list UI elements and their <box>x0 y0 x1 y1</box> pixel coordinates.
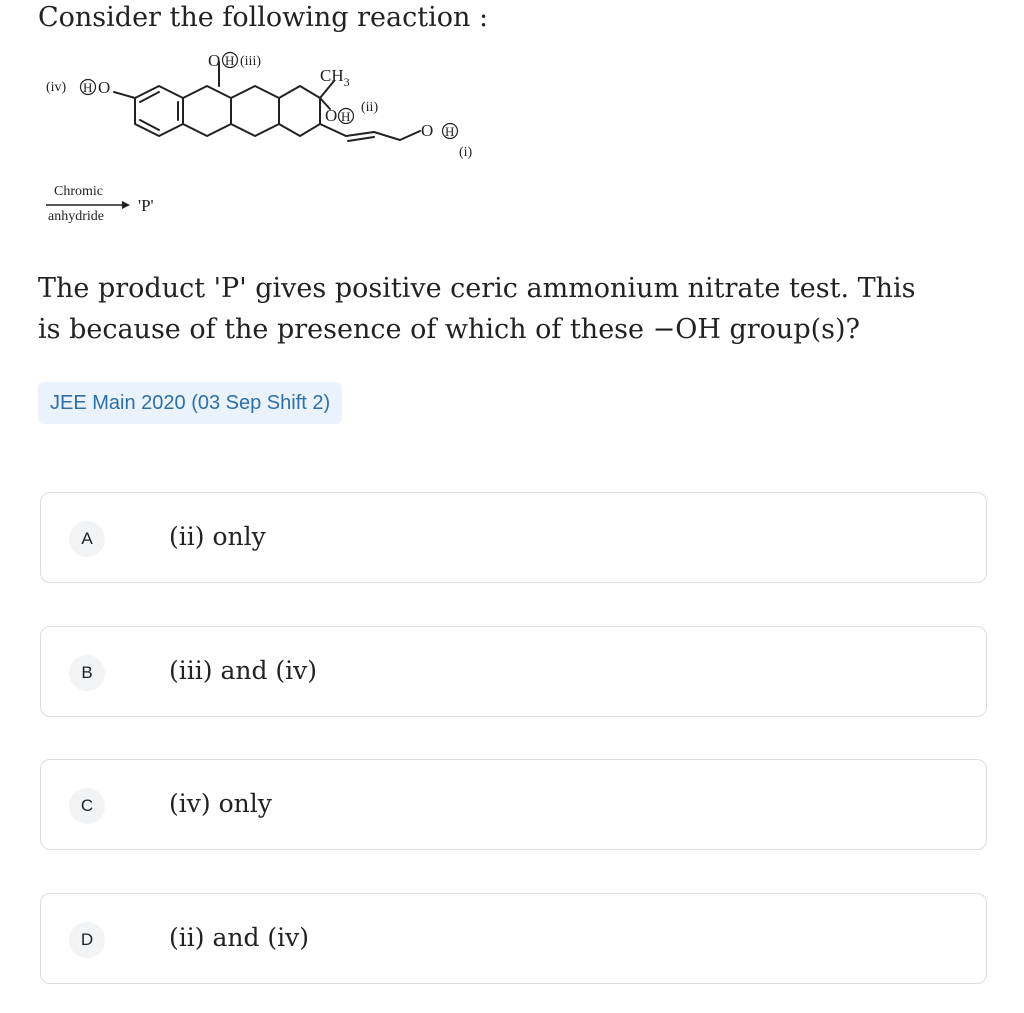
option-a[interactable] <box>40 492 987 583</box>
oh-i-hydrogen: H <box>445 124 455 139</box>
oh-iv-label: (iv) <box>46 80 67 95</box>
oh-ii-oxygen: O <box>325 106 338 125</box>
option-d-text: (ii) and (iv) <box>169 923 310 952</box>
exam-tag: JEE Main 2020 (03 Sep Shift 2) <box>38 382 342 424</box>
question-body: The product 'P' gives positive ceric ammonium nitrate test. This is because of the presence of which of these −OH group(s)? <box>38 273 916 345</box>
option-b-badge: B <box>69 655 105 691</box>
oh-i-label: (i) <box>459 145 473 160</box>
oh-iv-oxygen: O <box>98 78 111 97</box>
benzene-ring <box>135 86 183 136</box>
methyl-group: $CH_3$ <box>320 66 350 89</box>
reaction-arrowhead <box>122 201 130 209</box>
reagent-bottom: anhydride <box>48 209 104 224</box>
reaction-structure <box>30 36 500 236</box>
product-label: 'P' <box>138 196 154 215</box>
oh-iii-oxygen: O <box>208 51 221 70</box>
option-d[interactable] <box>40 893 987 984</box>
chemical-structure-diagram <box>30 36 500 236</box>
option-c-badge: C <box>69 788 105 824</box>
option-c-text: (iv) only <box>169 789 272 818</box>
option-a-badge: A <box>69 521 105 557</box>
question-intro: Consider the following reaction : <box>38 2 489 33</box>
option-b[interactable] <box>40 626 987 717</box>
option-a-text: (ii) only <box>169 522 266 551</box>
oh-ii-hydrogen: H <box>341 109 351 124</box>
option-d-badge: D <box>69 922 105 958</box>
oh-i-oxygen: O <box>421 121 434 140</box>
option-b-text: (iii) and (iv) <box>169 656 318 685</box>
oh-iii-label: (iii) <box>240 54 261 69</box>
oh-iii-hydrogen: H <box>225 53 235 68</box>
option-c[interactable] <box>40 759 987 850</box>
oh-ii-label: (ii) <box>361 100 379 115</box>
reagent-top: Chromic <box>54 184 103 199</box>
oh-iv-hydrogen: H <box>83 80 93 95</box>
